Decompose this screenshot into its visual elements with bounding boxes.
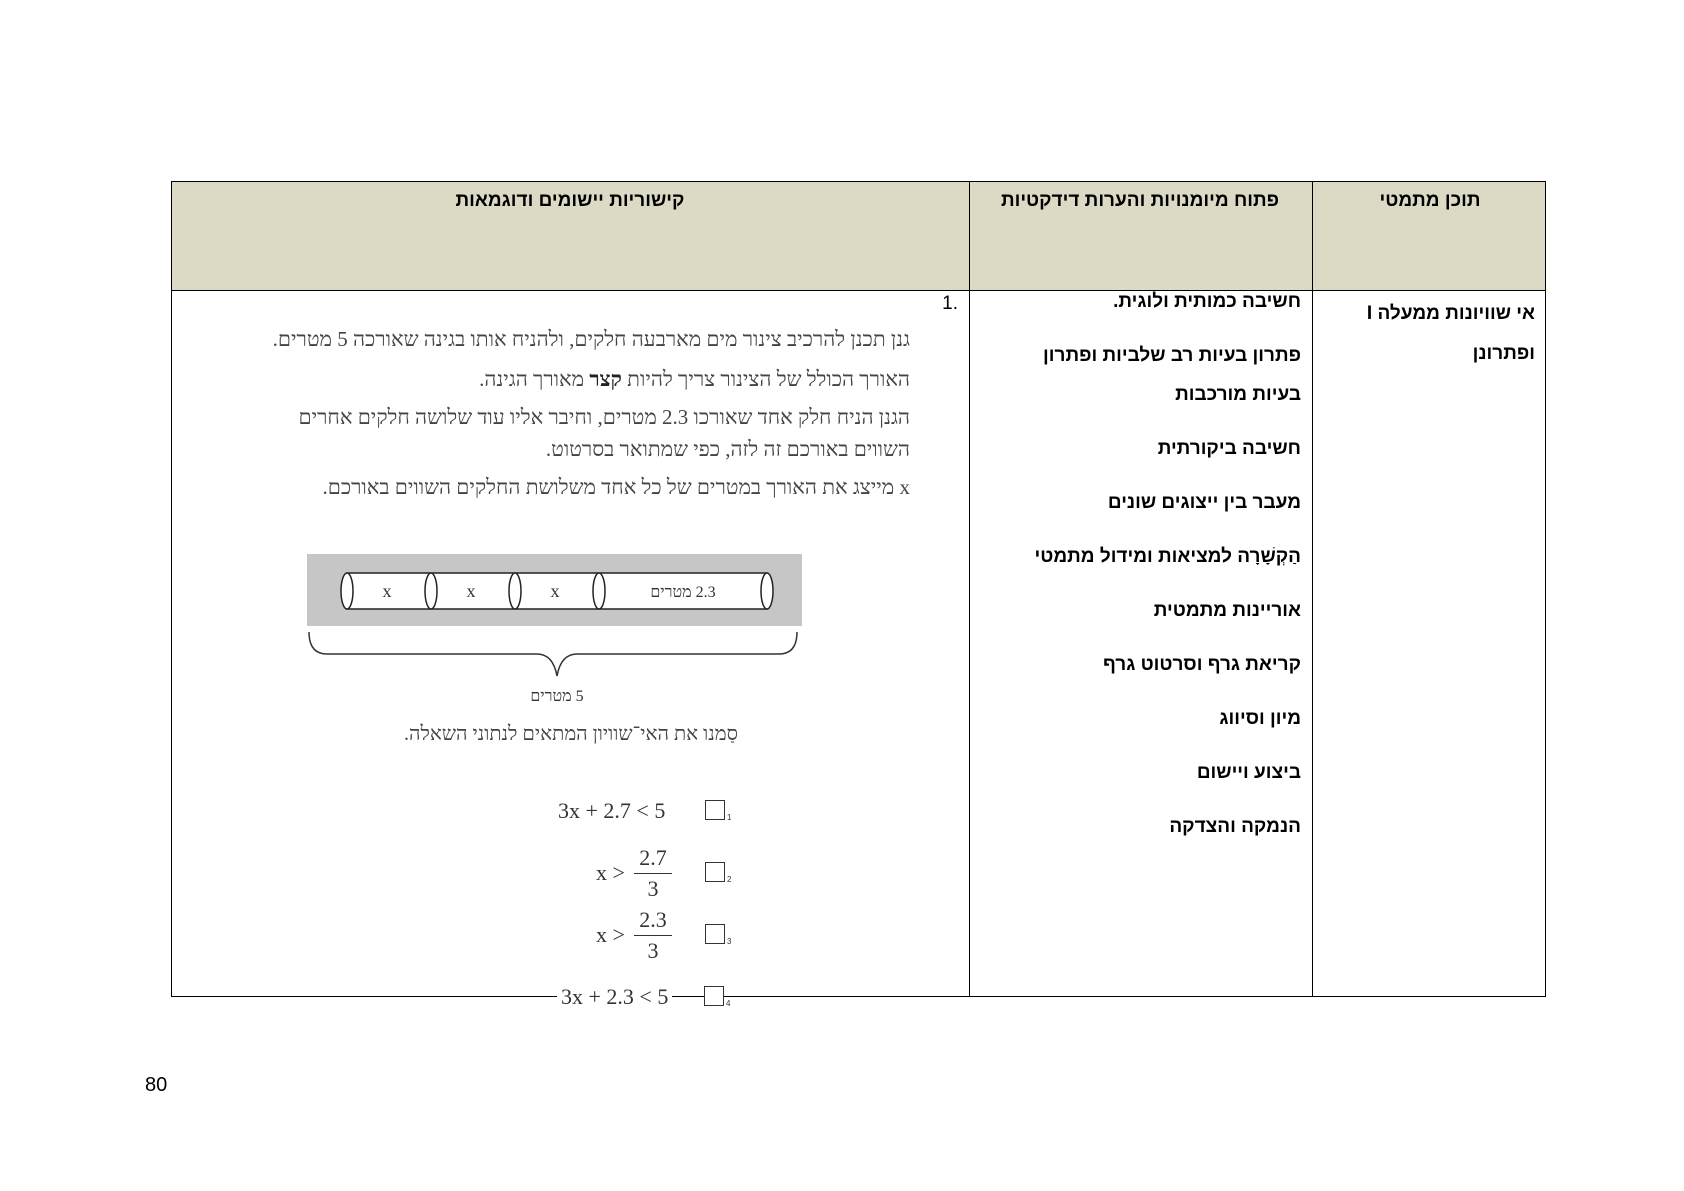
content-topic-line: אי שוויונות ממעלה I xyxy=(1366,303,1535,324)
content-topic xyxy=(1325,294,1535,374)
pipe-segment-label: x xyxy=(466,581,476,601)
option-checkbox[interactable] xyxy=(705,862,725,882)
problem-paragraph: האורך הכולל של הצינור צריך להיות קצר מאורך הגינה. xyxy=(479,367,910,391)
pipe-joint xyxy=(425,573,437,609)
option-fraction xyxy=(634,845,672,902)
pipe-diagram xyxy=(307,554,807,709)
table-bottom-border xyxy=(748,996,1546,997)
option-inequality: 3x + 2.7 < 5 xyxy=(558,798,666,823)
skill-item: קריאת גרף וסרטוט גרף xyxy=(1103,654,1301,675)
fraction-numerator: 2.7 xyxy=(639,845,667,870)
pipe-known-label: 2.3 מטרים xyxy=(650,584,716,601)
column-divider xyxy=(969,182,970,996)
fraction-numerator: 2.3 xyxy=(639,907,667,932)
skill-item: מיון וסיווג xyxy=(1219,708,1301,729)
page-number: 80 xyxy=(145,1074,168,1096)
skill-item: ביצוע ויישום xyxy=(1196,762,1301,783)
skill-item: פתרון בעיות רב שלביות ופתרון xyxy=(1043,345,1301,366)
skill-item: הנמקה והצדקה xyxy=(1169,816,1301,837)
pipe-segment-label: x xyxy=(550,581,560,601)
pipe-joint xyxy=(341,573,353,609)
skill-item: חשיבה כמותית ולוגית. xyxy=(1113,291,1301,312)
table-bottom-border xyxy=(171,996,371,997)
problem-paragraph: x מייצג את האורך במטרים של כל אחד משלושת החלקים השווים באורכם. xyxy=(322,475,910,499)
skill-item: חשיבה ביקורתית xyxy=(1157,438,1301,459)
skill-item: בעיות מורכבות xyxy=(1175,384,1301,405)
pipe-segment-label: x xyxy=(382,581,392,601)
option-number: 1 xyxy=(727,813,732,822)
instruction-text: סַמנו את האי־שוויון המתאים לנתוני השאלה. xyxy=(403,723,738,745)
problem-paragraph: הגנן הניח חלק אחד שאורכו 2.3 מטרים, וחיבר אליו עוד שלושה חלקים אחרים xyxy=(298,405,910,429)
option-number: 4 xyxy=(726,999,731,1008)
option-number: 2 xyxy=(727,875,732,884)
column-divider xyxy=(1312,182,1313,996)
problem-paragraph: גנן תכנן להרכיב צינור מים מארבעה חלקים, ולהניח אותו בגינה שאורכה 5 מטרים. xyxy=(272,327,910,351)
option-fraction xyxy=(634,907,672,964)
option-inequality: 3x + 2.3 < 5 xyxy=(557,984,672,1010)
pipe-joint xyxy=(509,573,521,609)
skills-list xyxy=(981,288,1301,840)
header-content: תוכן מתמטי xyxy=(1379,190,1481,211)
header-examples: קישוריות יישומים ודוגמאות xyxy=(455,190,685,211)
pipe-joint xyxy=(593,573,605,609)
skill-item: הַקְשָׁרָה למציאות ומידול מתמטי xyxy=(1034,546,1301,567)
fraction-denominator: 3 xyxy=(647,876,659,901)
brace-label: 5 מטרים xyxy=(530,688,584,705)
skill-item: אוריינות מתמטית xyxy=(1153,600,1301,621)
option-lhs: x > xyxy=(596,860,625,885)
option-checkbox[interactable] xyxy=(705,924,725,944)
length-brace xyxy=(309,632,797,676)
question-number: 1. xyxy=(942,293,958,314)
option-checkbox[interactable] xyxy=(705,800,725,820)
option-lhs: x > xyxy=(596,922,625,947)
curriculum-table xyxy=(171,181,1546,997)
option-checkbox[interactable] xyxy=(704,986,724,1006)
problem-paragraph: השווים באורכם זה לזה, כפי שמתואר בסרטוט. xyxy=(545,437,910,461)
header-skills: פתוח מיומנויות והערות דידקטיות xyxy=(1000,190,1280,211)
option-number: 3 xyxy=(727,937,732,946)
fraction-denominator: 3 xyxy=(647,938,659,963)
content-topic-line: ופתרונן xyxy=(1472,343,1535,364)
skill-item: מעבר בין ייצוגים שונים xyxy=(1107,492,1301,513)
pipe-joint xyxy=(761,573,773,609)
emphasis-word: קצר xyxy=(589,367,622,391)
